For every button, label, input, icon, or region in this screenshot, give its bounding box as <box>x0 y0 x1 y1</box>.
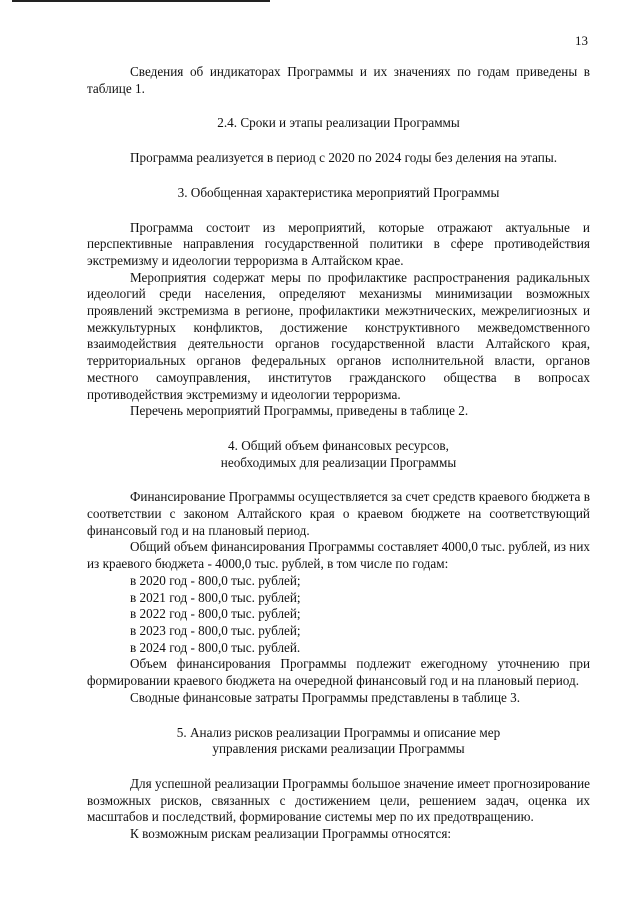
year-item: в 2024 год - 800,0 тыс. рублей. <box>130 639 301 655</box>
top-rule <box>12 0 270 2</box>
year-item: в 2023 год - 800,0 тыс. рублей; <box>130 622 301 638</box>
paragraph-indicators: Сведения об индикаторах Программы и их значениях по годам приведены в таблице 1. <box>87 64 590 96</box>
heading-5-line1: 5. Анализ рисков реализации Программы и описание мер <box>176 724 501 740</box>
heading-2-4: 2.4. Сроки и этапы реализации Программы <box>217 115 460 131</box>
page-number: 13 <box>575 33 588 48</box>
heading-5-line2: управления рисками реализации Программы <box>212 741 465 757</box>
paragraph-financing: Финансирование Программы осуществляется за счет средств краевого бюджета в соответствии с законом Алтайского края о краевом бюджете на соответствующий финансовый год и на плановый период. <box>87 489 590 538</box>
paragraph-annual-adjustment: Объем финансирования Программы подлежит ежегодному уточнению при формировании краевого бюджета на очередной финансовый год и на плановый период. <box>87 656 590 689</box>
heading-4-line1: 4. Общий объем финансовых ресурсов, <box>228 437 449 453</box>
paragraph-summary-costs: Сводные финансовые затраты Программы представлены в таблице 3. <box>130 689 521 705</box>
heading-4 <box>87 438 590 471</box>
paragraph-total-volume: Общий объем финансирования Программы составляет 4000,0 тыс. рублей, из них из краевого бюджета - 4000,0 тыс. рублей, в том числе по годам: <box>87 539 590 572</box>
year-item: в 2020 год - 800,0 тыс. рублей; <box>130 572 301 588</box>
paragraph-risk-list-intro: К возможным рискам реализации Программы относятся: <box>130 826 452 842</box>
paragraph-measures-list: Перечень мероприятий Программы, приведены в таблице 2. <box>130 403 469 419</box>
paragraph-period: Программа реализуется в период с 2020 по 2024 годы без деления на этапы. <box>130 150 558 166</box>
heading-4-line2: необходимых для реализации Программы <box>220 454 457 470</box>
paragraph-risk-forecast: Для успешной реализации Программы большое значение имеет прогнозирование возможных рисков, связанных с достижением цели, решением задач, оценка их масштабов и последствий, формирование системы мер по их предотвращению. <box>87 775 590 825</box>
heading-5 <box>87 725 590 758</box>
paragraph-measures-intro: Программа состоит из мероприятий, которые отражают актуальные и перспективные направления государственной политики в сфере противодействия экстремизму и идеологии терроризма в Алтайском крае. <box>87 219 590 268</box>
document-body <box>87 64 590 843</box>
heading-3: 3. Обобщенная характеристика мероприятий Программы <box>177 184 500 200</box>
year-item: в 2021 год - 800,0 тыс. рублей; <box>130 589 301 605</box>
year-item: в 2022 год - 800,0 тыс. рублей; <box>130 606 301 622</box>
paragraph-measures-detail: Мероприятия содержат меры по профилактике распространения радикальных идеологий среди населения, определяют механизмы минимизации возможных проявлений экстремизма в регионе, профилактики межэтнических, межрелигиозных и межкультурных конфликтов, достижение конструктивного межведомственного взаимодействия деятельности органов государственной власти Алтайского края, территориальных органов федеральных органов исполнительной власти, органов местного самоуправления, институтов гражданского общества в вопросах противодействия экстремизму и идеологии терроризма. <box>87 269 590 402</box>
